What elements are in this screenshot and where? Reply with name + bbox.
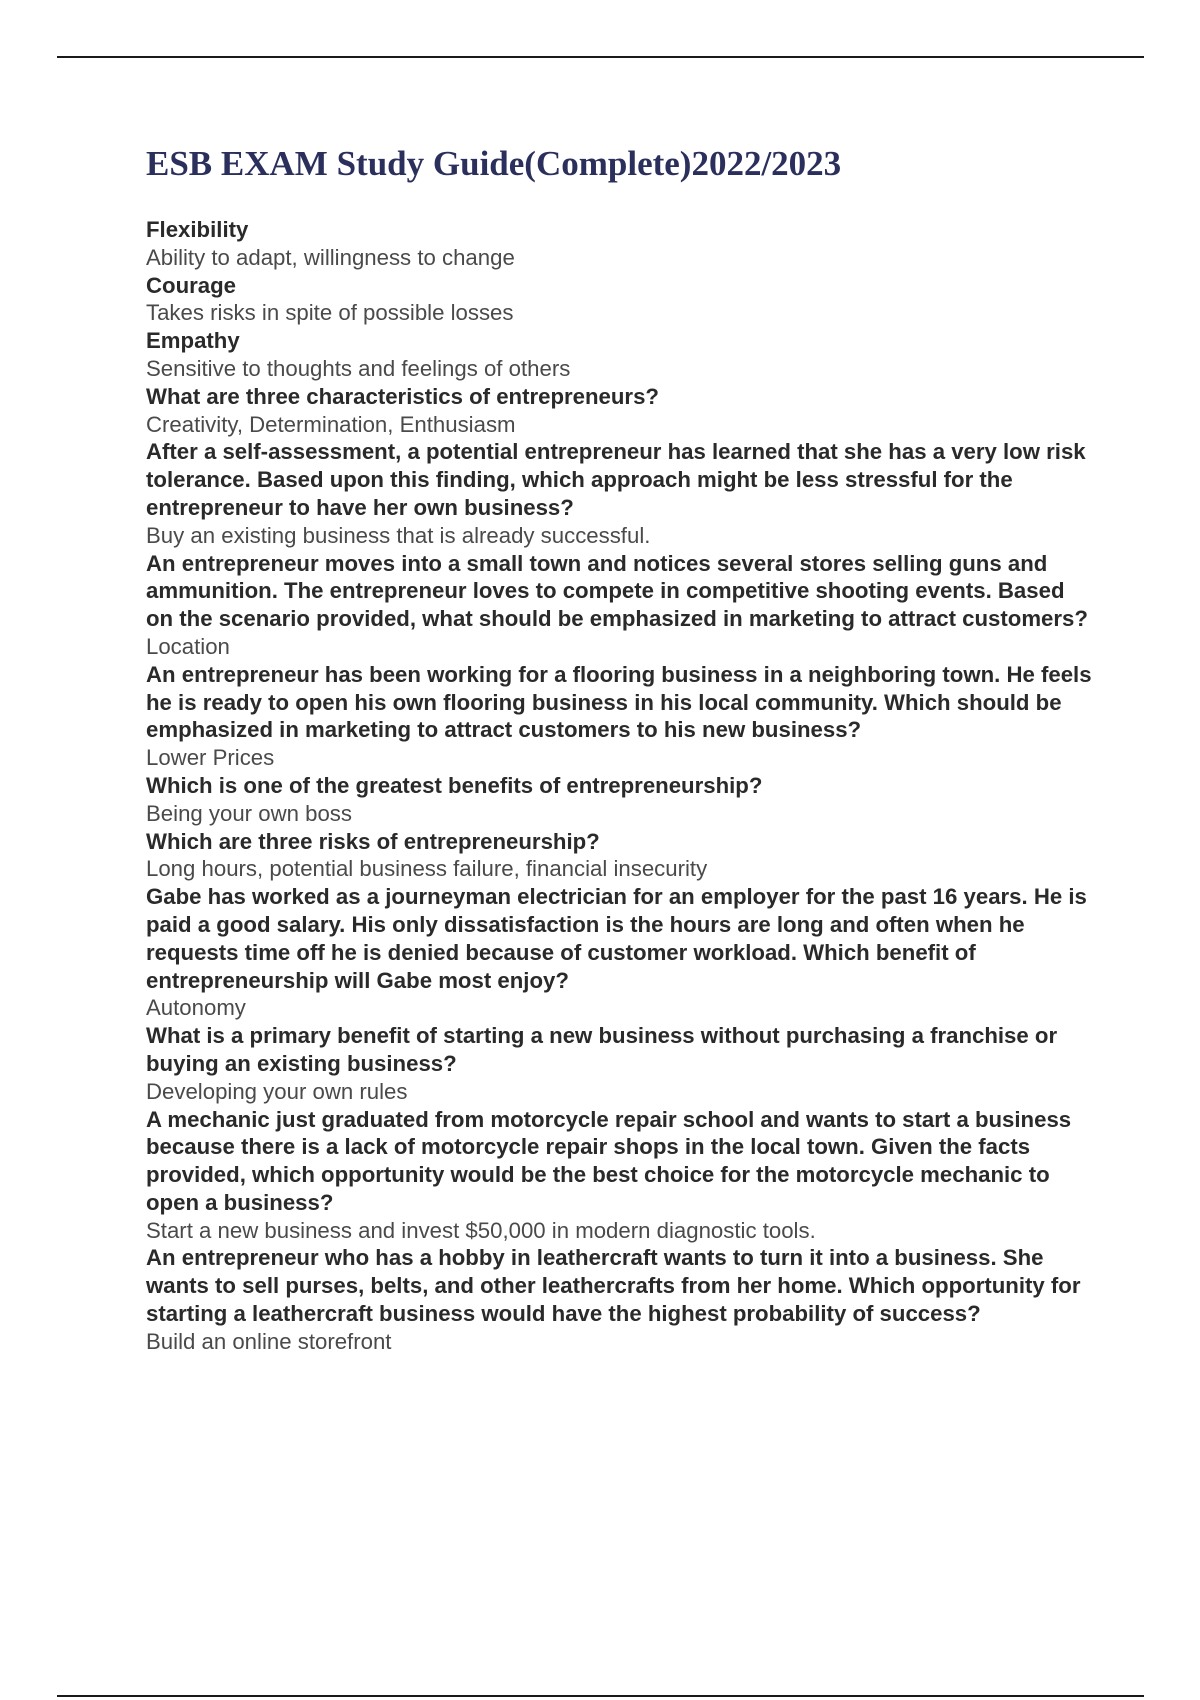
header-divider [57,56,1144,58]
qa-item-small-town [146,550,1096,661]
question: Which are three risks of entrepreneurship? [146,828,600,854]
definition: Takes risks in spite of possible losses [146,300,514,326]
answer: Long hours, potential business failure, financial insecurity [146,856,708,882]
answer: Start a new business and invest $50,000 in modern diagnostic tools. [146,1217,816,1243]
qa-item-mechanic [146,1106,1096,1245]
footer-divider [57,1695,1144,1697]
qa-item-empathy [146,327,1096,383]
definition: Ability to adapt, willingness to change [146,244,515,270]
answer: Creativity, Determination, Enthusiasm [146,411,516,437]
question: What are three characteristics of entrepreneurs? [146,383,659,409]
qa-item-flexibility [146,216,1096,272]
answer: Location [146,633,230,659]
answer: Autonomy [146,995,246,1021]
question: An entrepreneur who has a hobby in leathercraft wants to turn it into a business. She wants to sell purses, belts, and other leathercrafts from her home. Which opportunity for starting a leathercraft business would have the highest probability of success? [146,1245,1081,1327]
answer: Buy an existing business that is already successful. [146,522,651,548]
qa-item-characteristics [146,383,1096,439]
qa-item-leathercraft [146,1244,1096,1355]
question: A mechanic just graduated from motorcycle repair school and wants to start a business because there is a lack of motorcycle repair shops in the local town. Given the facts provided, which opportunity would be the best choice for the motorcycle mechanic to open a business? [146,1106,1072,1215]
answer: Developing your own rules [146,1078,408,1104]
qa-item-flooring [146,661,1096,772]
question: What is a primary benefit of starting a new business without purchasing a franchise or buying an existing business? [146,1023,1058,1076]
question: After a self-assessment, a potential entrepreneur has learned that she has a very low risk tolerance. Based upon this finding, which approach might be less stressful for the entrepreneur to have her own business? [146,439,1086,520]
answer: Lower Prices [146,745,275,771]
term: Empathy [146,328,240,354]
qa-item-gabe [146,883,1096,1022]
answer: Build an online storefront [146,1328,392,1354]
question: Which is one of the greatest benefits of entrepreneurship? [146,772,763,798]
question: An entrepreneur moves into a small town and notices several stores selling guns and ammunition. The entrepreneur loves to compete in competitive shooting events. Based on the scenario provided, what should be emphasized in marketing to attract customers? [146,550,1088,632]
qa-item-risk-tolerance [146,438,1096,549]
qa-item-courage [146,272,1096,328]
qa-item-greatest-benefit [146,772,1096,828]
term: Courage [146,272,236,298]
term: Flexibility [146,217,249,242]
qa-item-risks [146,828,1096,884]
answer: Being your own boss [146,800,352,826]
qa-item-new-business [146,1022,1096,1105]
definition: Sensitive to thoughts and feelings of others [146,355,571,381]
question: An entrepreneur has been working for a flooring business in a neighboring town. He feels he is ready to open his own flooring business in his local community. Which should be emphasized in marketing to attract customers to his new business? [146,661,1092,743]
study-guide-list [146,216,1096,1356]
document-title: ESB EXAM Study Guide(Complete)2022/2023 [146,144,842,183]
question: Gabe has worked as a journeyman electrician for an employer for the past 16 years. He is paid a good salary. His only dissatisfaction is the hours are long and often when he requests time off he is denied because of customer workload. Which benefit of entrepreneurship will Gabe most enjoy? [146,884,1087,993]
